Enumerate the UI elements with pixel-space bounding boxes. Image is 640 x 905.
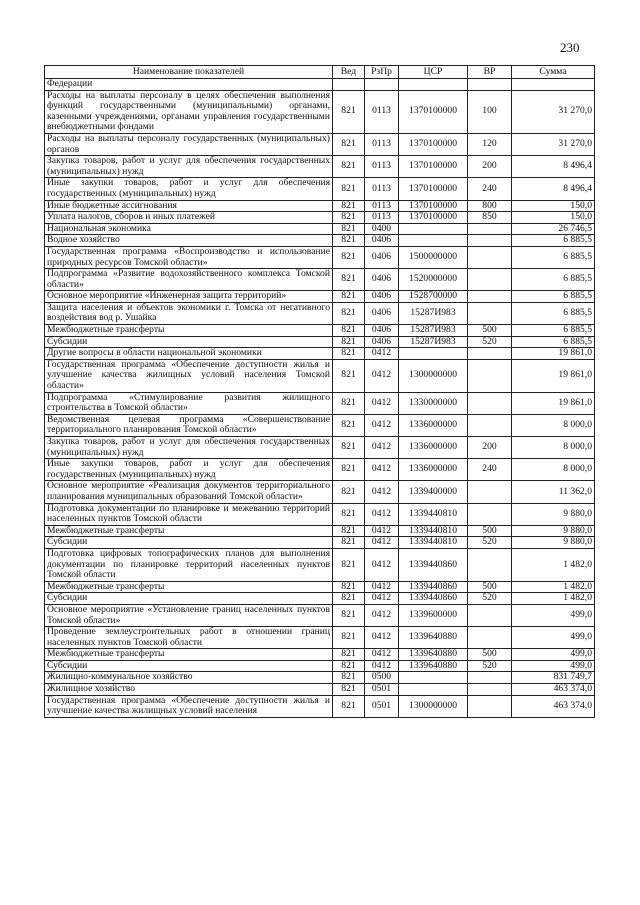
cell-rzpr: 0501 <box>365 695 399 717</box>
cell-sum: 8 000,0 <box>512 459 595 481</box>
cell-name: Другие вопросы в области национальной экономики <box>45 348 333 360</box>
cell-rzpr: 0113 <box>365 133 399 155</box>
cell-csr: 1339400000 <box>399 481 468 503</box>
cell-vr: 520 <box>468 593 512 605</box>
cell-sum: 463 374,0 <box>512 695 595 717</box>
table-row <box>45 525 595 537</box>
table-header-row <box>45 66 595 79</box>
table-body <box>45 79 595 718</box>
cell-ved: 821 <box>333 246 365 268</box>
cell-name: Жилищное хозяйство <box>45 684 333 696</box>
table-row <box>45 156 595 178</box>
cell-vr: 520 <box>468 537 512 549</box>
cell-name: Подготовка цифровых топографических планов для выполнения документации по планировке территорий населенных пунктов Томской области <box>45 548 333 581</box>
cell-rzpr: 0412 <box>365 503 399 525</box>
cell-ved: 821 <box>333 459 365 481</box>
cell-csr: 1370100000 <box>399 178 468 200</box>
cell-vr: 100 <box>468 90 512 133</box>
cell-ved: 821 <box>333 302 365 324</box>
cell-name: Водное хозяйство <box>45 235 333 247</box>
cell-sum: 31 270,0 <box>512 133 595 155</box>
cell-vr: 800 <box>468 200 512 212</box>
cell-vr <box>468 269 512 291</box>
cell-ved: 821 <box>333 604 365 626</box>
cell-csr: 1370100000 <box>399 90 468 133</box>
cell-sum: 1 482,0 <box>512 593 595 605</box>
cell-ved: 821 <box>333 525 365 537</box>
cell-name: Межбюджетные трансферты <box>45 325 333 337</box>
cell-csr: 1339640880 <box>399 649 468 661</box>
cell-vr <box>468 481 512 503</box>
cell-name: Расходы на выплаты персоналу в целях обеспечения выполнения функций государственными (муниципальными) органами, казенными учреждениями, органами управления государственными внебюджетными фондами <box>45 90 333 133</box>
cell-sum: 8 000,0 <box>512 437 595 459</box>
cell-csr: 1370100000 <box>399 212 468 224</box>
cell-sum: 8 496,4 <box>512 178 595 200</box>
cell-name: Государственная программа «Воспроизводство и использование природных ресурсов Томской области» <box>45 246 333 268</box>
cell-name: Основное мероприятие «Реализация документов территориального планирования муниципальных образований Томской области» <box>45 481 333 503</box>
cell-name: Межбюджетные трансферты <box>45 525 333 537</box>
cell-rzpr: 0406 <box>365 336 399 348</box>
cell-sum: 9 880,0 <box>512 537 595 549</box>
cell-rzpr: 0412 <box>365 459 399 481</box>
cell-ved: 821 <box>333 695 365 717</box>
cell-name: Национальная экономика <box>45 223 333 235</box>
cell-csr: 15287И983 <box>399 302 468 324</box>
cell-vr <box>468 223 512 235</box>
cell-ved: 821 <box>333 348 365 360</box>
cell-ved: 821 <box>333 178 365 200</box>
table-row <box>45 359 595 392</box>
cell-ved: 821 <box>333 392 365 414</box>
cell-sum: 150,0 <box>512 200 595 212</box>
cell-rzpr: 0113 <box>365 90 399 133</box>
cell-vr: 500 <box>468 649 512 661</box>
cell-name: Межбюджетные трансферты <box>45 649 333 661</box>
cell-csr: 1339440810 <box>399 537 468 549</box>
column-header-ved: Вед <box>333 66 365 79</box>
table-row <box>45 325 595 337</box>
cell-csr <box>399 348 468 360</box>
cell-sum: 6 885,5 <box>512 235 595 247</box>
cell-rzpr: 0113 <box>365 178 399 200</box>
cell-rzpr: 0113 <box>365 200 399 212</box>
table-row <box>45 604 595 626</box>
cell-sum: 499,0 <box>512 604 595 626</box>
cell-vr <box>468 695 512 717</box>
cell-vr <box>468 359 512 392</box>
column-header-vr: ВР <box>468 66 512 79</box>
cell-ved: 821 <box>333 649 365 661</box>
cell-sum: 9 880,0 <box>512 525 595 537</box>
cell-sum: 499,0 <box>512 627 595 649</box>
cell-csr: 15287И983 <box>399 325 468 337</box>
cell-name: Защита населения и объектов экономики г. Томска от негативного воздействия вод р. Ушайка <box>45 302 333 324</box>
table-row <box>45 79 595 91</box>
cell-rzpr: 0412 <box>365 348 399 360</box>
budget-table <box>44 65 595 718</box>
cell-ved: 821 <box>333 291 365 303</box>
column-header-rzpr: РзПр <box>365 66 399 79</box>
table-row <box>45 695 595 717</box>
cell-sum: 31 270,0 <box>512 90 595 133</box>
cell-rzpr: 0500 <box>365 672 399 684</box>
cell-csr: 1336000000 <box>399 414 468 436</box>
table-row <box>45 481 595 503</box>
column-header-csr: ЦСР <box>399 66 468 79</box>
cell-csr: 1370100000 <box>399 133 468 155</box>
table-row <box>45 392 595 414</box>
table-row <box>45 548 595 581</box>
table-row <box>45 246 595 268</box>
cell-name: Основное мероприятие «Установление границ населенных пунктов Томской области» <box>45 604 333 626</box>
cell-sum: 499,0 <box>512 660 595 672</box>
cell-ved: 821 <box>333 581 365 593</box>
cell-csr <box>399 79 468 91</box>
cell-csr: 1339640880 <box>399 660 468 672</box>
cell-sum: 831 749,7 <box>512 672 595 684</box>
cell-name: Межбюджетные трансферты <box>45 581 333 593</box>
cell-name: Жилищно-коммунальное хозяйство <box>45 672 333 684</box>
cell-sum: 463 374,0 <box>512 684 595 696</box>
cell-name: Ведомственная целевая программа «Совершенствование территориального планирования Томской области» <box>45 414 333 436</box>
cell-vr: 520 <box>468 660 512 672</box>
cell-name: Иные бюджетные ассигнования <box>45 200 333 212</box>
cell-rzpr: 0412 <box>365 537 399 549</box>
cell-vr <box>468 604 512 626</box>
cell-ved: 821 <box>333 359 365 392</box>
cell-csr: 1339600000 <box>399 604 468 626</box>
column-header-name: Наименование показателей <box>45 66 333 79</box>
cell-ved: 821 <box>333 684 365 696</box>
cell-name: Подпрограмма «Развитие водохозяйственного комплекса Томской области» <box>45 269 333 291</box>
cell-vr: 500 <box>468 325 512 337</box>
cell-rzpr: 0113 <box>365 212 399 224</box>
cell-rzpr: 0412 <box>365 392 399 414</box>
cell-vr: 200 <box>468 437 512 459</box>
table-row <box>45 291 595 303</box>
cell-rzpr: 0412 <box>365 525 399 537</box>
cell-sum: 6 885,5 <box>512 246 595 268</box>
column-header-sum: Сумма <box>512 66 595 79</box>
cell-vr: 500 <box>468 581 512 593</box>
cell-csr <box>399 235 468 247</box>
cell-sum: 19 861,0 <box>512 392 595 414</box>
cell-name: Субсидии <box>45 593 333 605</box>
cell-vr <box>468 79 512 91</box>
table-row <box>45 684 595 696</box>
cell-rzpr: 0412 <box>365 660 399 672</box>
cell-ved: 821 <box>333 212 365 224</box>
cell-csr: 1339640880 <box>399 627 468 649</box>
cell-rzpr: 0412 <box>365 481 399 503</box>
cell-name: Проведение землеустроительных работ в отношении границ населенных пунктов Томской области <box>45 627 333 649</box>
cell-csr: 1339440860 <box>399 548 468 581</box>
cell-ved <box>333 79 365 91</box>
cell-sum <box>512 79 595 91</box>
cell-ved: 821 <box>333 672 365 684</box>
cell-sum: 6 885,5 <box>512 336 595 348</box>
cell-name: Закупка товаров, работ и услуг для обеспечения государственных (муниципальных) нужд <box>45 437 333 459</box>
table-row <box>45 503 595 525</box>
table-row <box>45 200 595 212</box>
cell-csr: 1330000000 <box>399 392 468 414</box>
table-row <box>45 269 595 291</box>
cell-rzpr: 0400 <box>365 223 399 235</box>
cell-vr: 520 <box>468 336 512 348</box>
cell-sum: 9 880,0 <box>512 503 595 525</box>
cell-vr: 240 <box>468 178 512 200</box>
table-row <box>45 672 595 684</box>
cell-rzpr: 0412 <box>365 581 399 593</box>
cell-vr <box>468 392 512 414</box>
cell-rzpr: 0412 <box>365 437 399 459</box>
cell-csr: 1300000000 <box>399 359 468 392</box>
cell-vr: 500 <box>468 525 512 537</box>
cell-csr: 1336000000 <box>399 437 468 459</box>
cell-sum: 1 482,0 <box>512 581 595 593</box>
cell-sum: 26 746,5 <box>512 223 595 235</box>
table-row <box>45 437 595 459</box>
table-row <box>45 223 595 235</box>
table-row <box>45 235 595 247</box>
cell-csr: 1370100000 <box>399 156 468 178</box>
cell-csr: 1370100000 <box>399 200 468 212</box>
cell-ved: 821 <box>333 235 365 247</box>
cell-name: Подготовка документации по планировке и межеванию территорий населенных пунктов Томской области <box>45 503 333 525</box>
cell-csr: 1520000000 <box>399 269 468 291</box>
cell-vr <box>468 672 512 684</box>
cell-vr: 240 <box>468 459 512 481</box>
cell-sum: 6 885,5 <box>512 269 595 291</box>
cell-ved: 821 <box>333 223 365 235</box>
cell-csr: 1528700000 <box>399 291 468 303</box>
cell-name: Расходы на выплаты персоналу государственных (муниципальных) органов <box>45 133 333 155</box>
cell-ved: 821 <box>333 481 365 503</box>
cell-csr: 1500000000 <box>399 246 468 268</box>
table-row <box>45 90 595 133</box>
cell-ved: 821 <box>333 548 365 581</box>
cell-csr: 1336000000 <box>399 459 468 481</box>
cell-ved: 821 <box>333 537 365 549</box>
cell-name: Государственная программа «Обеспечение доступности жилья и улучшение качества жилищных условий населения Томской области» <box>45 359 333 392</box>
cell-sum: 11 362,0 <box>512 481 595 503</box>
cell-vr <box>468 548 512 581</box>
table-row <box>45 212 595 224</box>
cell-sum: 6 885,5 <box>512 302 595 324</box>
cell-sum: 6 885,5 <box>512 291 595 303</box>
cell-ved: 821 <box>333 90 365 133</box>
cell-rzpr: 0501 <box>365 684 399 696</box>
cell-name: Субсидии <box>45 660 333 672</box>
table-row <box>45 660 595 672</box>
cell-sum: 19 861,0 <box>512 348 595 360</box>
cell-sum: 150,0 <box>512 212 595 224</box>
cell-rzpr: 0113 <box>365 156 399 178</box>
cell-csr: 1339440860 <box>399 593 468 605</box>
cell-name: Закупка товаров, работ и услуг для обеспечения государственных (муниципальных) нужд <box>45 156 333 178</box>
cell-csr <box>399 672 468 684</box>
cell-csr: 1339440810 <box>399 503 468 525</box>
cell-vr <box>468 291 512 303</box>
cell-csr: 15287И983 <box>399 336 468 348</box>
cell-vr <box>468 627 512 649</box>
cell-ved: 821 <box>333 325 365 337</box>
cell-ved: 821 <box>333 269 365 291</box>
cell-csr: 1339440810 <box>399 525 468 537</box>
cell-ved: 821 <box>333 133 365 155</box>
cell-sum: 8 496,4 <box>512 156 595 178</box>
cell-csr: 1300000000 <box>399 695 468 717</box>
table-row <box>45 627 595 649</box>
cell-vr <box>468 302 512 324</box>
table-row <box>45 593 595 605</box>
cell-vr <box>468 414 512 436</box>
cell-ved: 821 <box>333 593 365 605</box>
cell-vr: 120 <box>468 133 512 155</box>
cell-ved: 821 <box>333 156 365 178</box>
cell-rzpr: 0406 <box>365 291 399 303</box>
cell-sum: 19 861,0 <box>512 359 595 392</box>
cell-ved: 821 <box>333 660 365 672</box>
table-row <box>45 348 595 360</box>
cell-rzpr <box>365 79 399 91</box>
cell-vr: 200 <box>468 156 512 178</box>
cell-vr: 850 <box>468 212 512 224</box>
cell-vr <box>468 348 512 360</box>
cell-ved: 821 <box>333 414 365 436</box>
cell-rzpr: 0406 <box>365 269 399 291</box>
cell-rzpr: 0412 <box>365 604 399 626</box>
cell-name: Федерации <box>45 79 333 91</box>
table-row <box>45 336 595 348</box>
cell-rzpr: 0406 <box>365 302 399 324</box>
cell-csr <box>399 223 468 235</box>
cell-vr <box>468 246 512 268</box>
cell-name: Подпрограмма «Стимулирование развития жилищного строительства в Томской области» <box>45 392 333 414</box>
cell-vr <box>468 235 512 247</box>
cell-name: Иные закупки товаров, работ и услуг для обеспечения государственных (муниципальных) нужд <box>45 178 333 200</box>
cell-name: Иные закупки товаров, работ и услуг для обеспечения государственных (муниципальных) нужд <box>45 459 333 481</box>
cell-vr <box>468 503 512 525</box>
cell-csr <box>399 684 468 696</box>
cell-name: Субсидии <box>45 336 333 348</box>
cell-ved: 821 <box>333 627 365 649</box>
table-row <box>45 178 595 200</box>
table-row <box>45 459 595 481</box>
cell-rzpr: 0406 <box>365 235 399 247</box>
cell-sum: 6 885,5 <box>512 325 595 337</box>
cell-ved: 821 <box>333 503 365 525</box>
cell-name: Субсидии <box>45 537 333 549</box>
cell-rzpr: 0412 <box>365 627 399 649</box>
cell-ved: 821 <box>333 437 365 459</box>
cell-rzpr: 0412 <box>365 359 399 392</box>
cell-ved: 821 <box>333 200 365 212</box>
cell-name: Государственная программа «Обеспечение доступности жилья и улучшение качества жилищных условий населения <box>45 695 333 717</box>
cell-rzpr: 0412 <box>365 593 399 605</box>
table-row <box>45 414 595 436</box>
table-row <box>45 581 595 593</box>
cell-sum: 8 000,0 <box>512 414 595 436</box>
cell-rzpr: 0406 <box>365 246 399 268</box>
cell-sum: 499,0 <box>512 649 595 661</box>
cell-name: Уплата налогов, сборов и иных платежей <box>45 212 333 224</box>
page-number: 230 <box>560 40 580 55</box>
cell-rzpr: 0406 <box>365 325 399 337</box>
cell-rzpr: 0412 <box>365 649 399 661</box>
cell-rzpr: 0412 <box>365 414 399 436</box>
cell-vr <box>468 684 512 696</box>
cell-rzpr: 0412 <box>365 548 399 581</box>
cell-csr: 1339440860 <box>399 581 468 593</box>
cell-sum: 1 482,0 <box>512 548 595 581</box>
cell-name: Основное мероприятие «Инженерная защита территорий» <box>45 291 333 303</box>
table-row <box>45 133 595 155</box>
cell-ved: 821 <box>333 336 365 348</box>
table-row <box>45 302 595 324</box>
table-row <box>45 537 595 549</box>
table-row <box>45 649 595 661</box>
